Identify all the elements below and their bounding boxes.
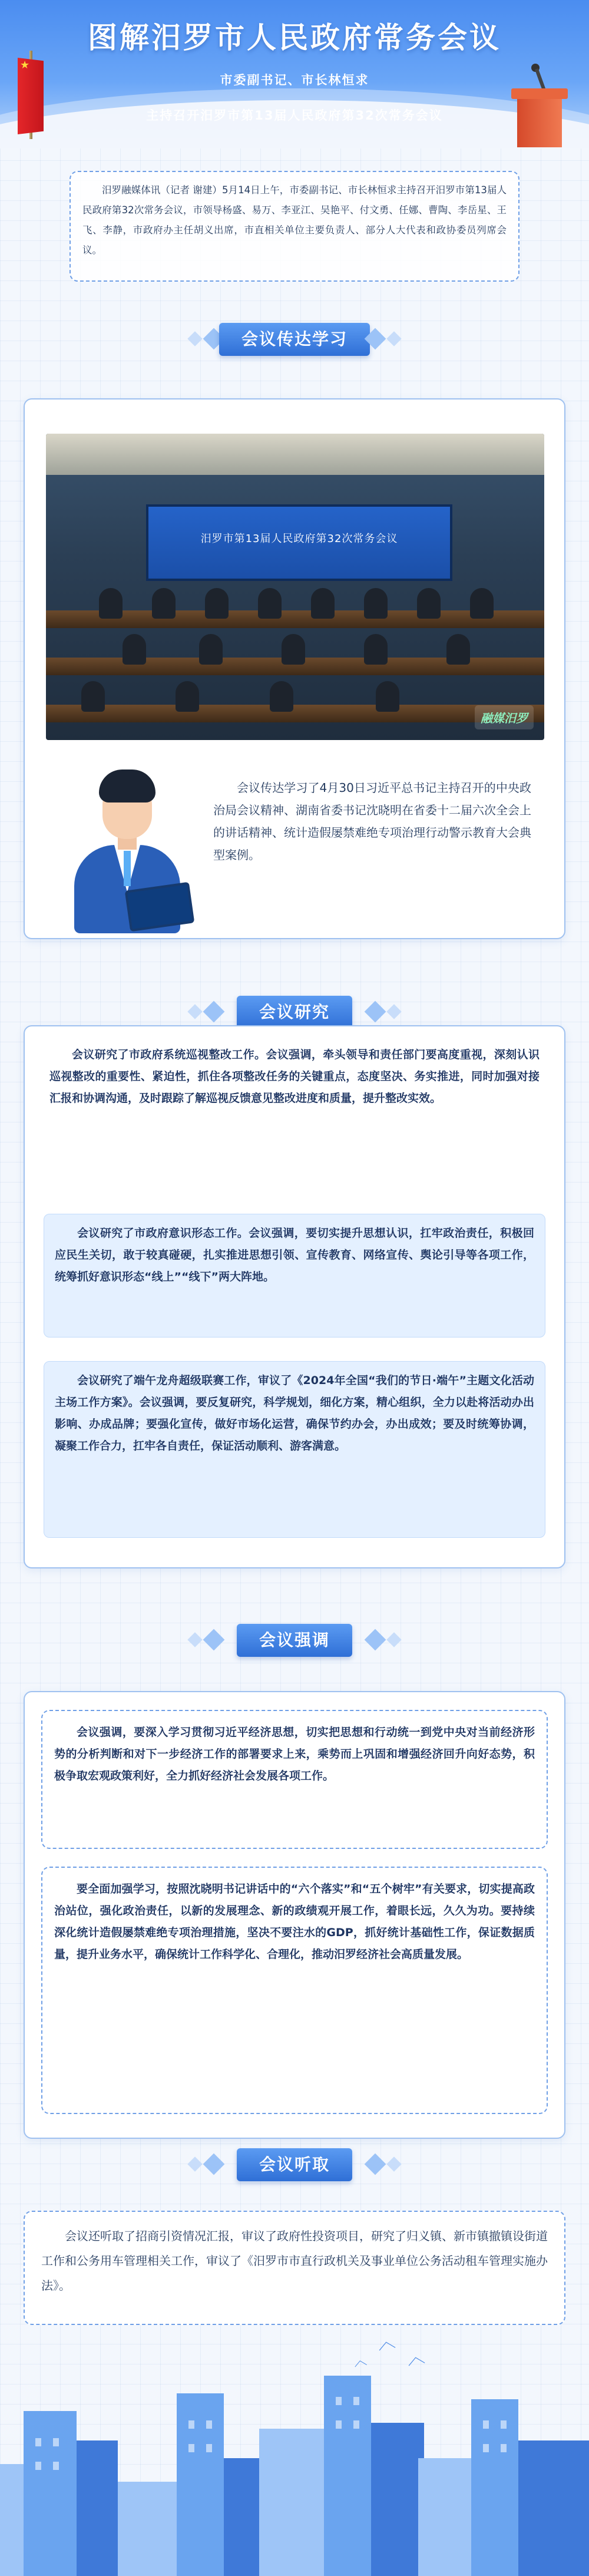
footer-cityscape-illustration (0, 2321, 589, 2576)
emphasis-text-1: 会议强调，要深入学习贯彻习近平经济思想，切实把思想和行动统一到党中央对当前经济形势的分析判断和对下一步经济工作的部署要求上来，乘势而上巩固和增强经济回升向好态势，积极争取宏观政策利好，全力抓好经济社会发展各项工作。 (54, 1726, 535, 1782)
page-title: 图解汨罗市人民政府常务会议 (88, 21, 501, 55)
section-title-research: 会议研究 (237, 996, 352, 1029)
tablet-icon (125, 882, 195, 932)
media-logo: 融媒汨罗 (475, 705, 534, 729)
page-subtitle-1: 市委副书记、市长林恒求 (220, 73, 369, 87)
section-title-emphasis: 会议强调 (237, 1624, 352, 1657)
hearing-text: 会议还听取了招商引资情况汇报，审议了政府性投资项目，研究了归义镇、新市镇撤镇设街道工作和公务用车管理相关工作，审议了《汨罗市市直行政机关及事业单位公务活动租车管理实施办法》。 (41, 2229, 548, 2293)
research-text-1: 会议研究了市政府系统巡视整改工作。会议强调，牵头领导和责任部门要高度重视，深刻认识巡视整改的重要性、紧迫性，抓住各项整改任务的关键重点，态度坚决、务实推进，同时加强对接汇报和协调沟通，及时跟踪了解巡视反馈意见整改进度和质量，提升整改实效。 (49, 1048, 540, 1105)
bird-icon: ︿ (375, 2330, 397, 2354)
research-subbox-2 (44, 1361, 545, 1538)
section-title-hearing: 会议听取 (237, 2148, 352, 2181)
research-subbox-1 (44, 1214, 545, 1337)
screen-caption: 汨罗市第13届人民政府第32次常务会议 (200, 533, 398, 545)
research-paragraph-1 (49, 1044, 540, 1109)
hearing-box (24, 2211, 565, 2325)
reporter-avatar-illustration (57, 757, 198, 933)
bird-icon: ︿ (352, 2353, 368, 2370)
emphasis-box-2 (41, 1867, 548, 2114)
bird-icon: ︿ (405, 2346, 426, 2370)
meeting-screen (146, 504, 452, 581)
section-heading-emphasis (0, 1624, 589, 1659)
study-text: 会议传达学习了4月30日习近平总书记主持召开的中央政治局会议精神、湖南省委书记沈晓明在省委十二届六次全会上的讲话精神、统计造假屡禁难绝专项治理行动警示教育大会典型案例。 (213, 781, 531, 862)
intro-box (70, 171, 519, 282)
emphasis-box-1 (41, 1710, 548, 1849)
emphasis-text-2: 要全面加强学习，按照沈晓明书记讲话中的“六个落实”和“五个树牢”有关要求，切实提高政治站位，强化政治责任，以新的发展理念、新的政绩观开展工作，着眼长远，久久为功。要持续深化统计造假屡禁难绝专项治理措施，坚决不要注水的GDP，抓好统计基础性工作，保证数据质量，提升业务水平，确保统计工作科学化、合理化，推动汨罗经济社会高质量发展。 (54, 1883, 535, 1961)
section-title-study: 会议传达学习 (219, 323, 370, 356)
page-subtitle-2: 主持召开汨罗市第13届人民政府第32次常务会议 (146, 108, 443, 123)
flag-star-icon: ★ (20, 59, 30, 71)
research-text-3: 会议研究了端午龙舟超级联赛工作，审议了《2024年全国“我们的节日·端午”主题文化活动主场工作方案》。会议强调，要反复研究，科学规划，细化方案，精心组织，全力以赴将活动办出影响、办成品牌；要强化宣传，做好市场化运营，确保节约办会，办出成效；要及时统筹协调，凝聚工作合力，扛牢各自责任，保证活动顺利、游客满意。 (55, 1374, 534, 1452)
research-text-2: 会议研究了市政府意识形态工作。会议强调，要切实提升思想认识，扛牢政治责任，积极回应民生关切，敢于较真碰硬，扎实推进思想引领、宣传教育、网络宣传、舆论引导等各项工作，统筹抓好意识形态“线上”“线下”两大阵地。 (55, 1227, 534, 1283)
header-banner (0, 0, 589, 148)
meeting-photo (46, 434, 544, 740)
section-heading-hearing (0, 2148, 589, 2184)
section-heading-study (0, 323, 589, 358)
study-text-block (213, 777, 531, 866)
intro-text: 汨罗融媒体讯（记者 谢建）5月14日上午，市委副书记、市长林恒求主持召开汨罗市第13届人民政府第32次常务会议，市领导杨盛、易万、李亚江、吴艳平、付文勇、任娜、曹陶、李岳星、王飞、李静，市政府办主任胡义出席，市直相关单位主要负责人、部分人大代表和政协委员列席会议。 (82, 184, 507, 256)
